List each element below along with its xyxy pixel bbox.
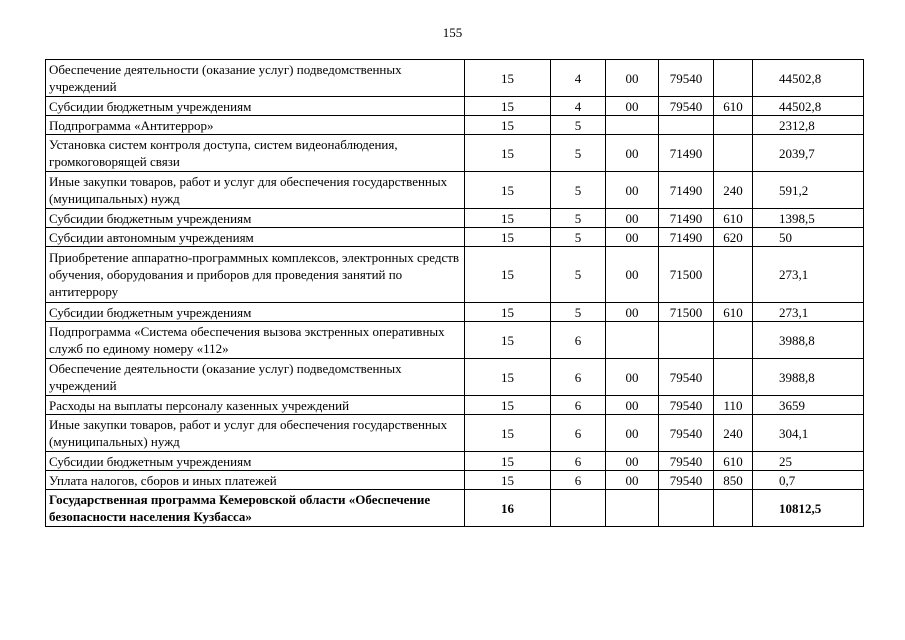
table-row-program-total xyxy=(46,490,864,527)
table-row xyxy=(46,396,864,415)
amount: 3988,8 xyxy=(753,359,864,396)
amount: 50 xyxy=(753,228,864,247)
expense-type-code: 620 xyxy=(714,228,753,247)
program-code: 16 xyxy=(465,490,551,527)
subprogram-code: 6 xyxy=(551,396,606,415)
amount: 0,7 xyxy=(753,471,864,490)
expense-description: Установка систем контроля доступа, систем видеонаблюдения, громкоговорящей связи xyxy=(46,135,465,172)
direction-code: 00 xyxy=(606,228,659,247)
expense-description: Приобретение аппаратно-программных комплексов, электронных средств обучения, оборудования и приборов для проведения занятий по антитеррору xyxy=(46,247,465,303)
program-code: 15 xyxy=(465,415,551,452)
program-code: 15 xyxy=(465,97,551,116)
expense-description: Субсидии бюджетным учреждениям xyxy=(46,209,465,228)
program-code: 15 xyxy=(465,135,551,172)
table-row xyxy=(46,471,864,490)
expense-description: Иные закупки товаров, работ и услуг для обеспечения государственных (муниципальных) нужд xyxy=(46,415,465,452)
expense-type-code: 610 xyxy=(714,97,753,116)
subprogram-code xyxy=(551,490,606,527)
program-code: 15 xyxy=(465,228,551,247)
expense-code: 79540 xyxy=(659,471,714,490)
expense-type-code: 610 xyxy=(714,303,753,322)
expense-type-code xyxy=(714,116,753,135)
direction-code: 00 xyxy=(606,247,659,303)
expense-type-code xyxy=(714,322,753,359)
direction-code: 00 xyxy=(606,172,659,209)
expense-description: Подпрограмма «Система обеспечения вызова экстренных оперативных служб по единому номеру «112» xyxy=(46,322,465,359)
expense-description: Расходы на выплаты персоналу казенных учреждений xyxy=(46,396,465,415)
direction-code: 00 xyxy=(606,396,659,415)
direction-code: 00 xyxy=(606,452,659,471)
expense-type-code xyxy=(714,135,753,172)
amount: 25 xyxy=(753,452,864,471)
subprogram-code: 5 xyxy=(551,172,606,209)
amount: 591,2 xyxy=(753,172,864,209)
expense-code: 71490 xyxy=(659,209,714,228)
table-row xyxy=(46,135,864,172)
subprogram-code: 5 xyxy=(551,209,606,228)
amount: 3659 xyxy=(753,396,864,415)
budget-table xyxy=(45,59,864,527)
amount: 2039,7 xyxy=(753,135,864,172)
table-row xyxy=(46,172,864,209)
program-code: 15 xyxy=(465,60,551,97)
amount: 10812,5 xyxy=(753,490,864,527)
expense-description: Субсидии бюджетным учреждениям xyxy=(46,303,465,322)
amount: 273,1 xyxy=(753,303,864,322)
direction-code: 00 xyxy=(606,209,659,228)
program-code: 15 xyxy=(465,172,551,209)
direction-code: 00 xyxy=(606,60,659,97)
subprogram-code: 5 xyxy=(551,116,606,135)
expense-code: 71490 xyxy=(659,135,714,172)
table-row xyxy=(46,228,864,247)
direction-code: 00 xyxy=(606,471,659,490)
direction-code: 00 xyxy=(606,97,659,116)
subprogram-code: 4 xyxy=(551,97,606,116)
program-code: 15 xyxy=(465,471,551,490)
expense-type-code xyxy=(714,247,753,303)
table-row xyxy=(46,97,864,116)
amount: 3988,8 xyxy=(753,322,864,359)
program-code: 15 xyxy=(465,303,551,322)
amount: 273,1 xyxy=(753,247,864,303)
subprogram-code: 6 xyxy=(551,359,606,396)
page-number: 155 xyxy=(442,25,463,40)
expense-description: Уплата налогов, сборов и иных платежей xyxy=(46,471,465,490)
program-code: 15 xyxy=(465,247,551,303)
program-code: 15 xyxy=(465,359,551,396)
expense-type-code xyxy=(714,60,753,97)
expense-type-code: 610 xyxy=(714,209,753,228)
expense-description: Обеспечение деятельности (оказание услуг) подведомственных учреждений xyxy=(46,60,465,97)
expense-description: Подпрограмма «Антитеррор» xyxy=(46,116,465,135)
expense-type-code: 850 xyxy=(714,471,753,490)
expense-code: 79540 xyxy=(659,60,714,97)
amount: 304,1 xyxy=(753,415,864,452)
table-row xyxy=(46,452,864,471)
expense-code: 71500 xyxy=(659,247,714,303)
program-code: 15 xyxy=(465,209,551,228)
expense-code xyxy=(659,322,714,359)
subprogram-code: 6 xyxy=(551,322,606,359)
expense-description: Субсидии автономным учреждениям xyxy=(46,228,465,247)
expense-type-code: 240 xyxy=(714,415,753,452)
expense-code: 79540 xyxy=(659,97,714,116)
subprogram-code: 6 xyxy=(551,415,606,452)
program-code: 15 xyxy=(465,452,551,471)
subprogram-code: 5 xyxy=(551,228,606,247)
expense-type-code xyxy=(714,490,753,527)
direction-code: 00 xyxy=(606,415,659,452)
expense-type-code xyxy=(714,359,753,396)
direction-code xyxy=(606,116,659,135)
subprogram-code: 6 xyxy=(551,452,606,471)
table-row xyxy=(46,60,864,97)
table-row xyxy=(46,247,864,303)
expense-code: 79540 xyxy=(659,452,714,471)
direction-code: 00 xyxy=(606,359,659,396)
expense-description: Государственная программа Кемеровской области «Обеспечение безопасности населения Кузбасса» xyxy=(46,490,465,527)
table-row xyxy=(46,359,864,396)
direction-code: 00 xyxy=(606,303,659,322)
table-row xyxy=(46,415,864,452)
subprogram-code: 6 xyxy=(551,471,606,490)
table-row xyxy=(46,322,864,359)
expense-code xyxy=(659,116,714,135)
expense-code xyxy=(659,490,714,527)
table-row xyxy=(46,116,864,135)
subprogram-code: 5 xyxy=(551,135,606,172)
expense-type-code: 610 xyxy=(714,452,753,471)
expense-type-code: 110 xyxy=(714,396,753,415)
subprogram-code: 5 xyxy=(551,247,606,303)
expense-description: Обеспечение деятельности (оказание услуг) подведомственных учреждений xyxy=(46,359,465,396)
amount: 44502,8 xyxy=(753,97,864,116)
amount: 2312,8 xyxy=(753,116,864,135)
table-row xyxy=(46,209,864,228)
amount: 44502,8 xyxy=(753,60,864,97)
expense-code: 71500 xyxy=(659,303,714,322)
program-code: 15 xyxy=(465,322,551,359)
subprogram-code: 5 xyxy=(551,303,606,322)
subprogram-code: 4 xyxy=(551,60,606,97)
table-row xyxy=(46,303,864,322)
expense-code: 79540 xyxy=(659,415,714,452)
expense-code: 79540 xyxy=(659,396,714,415)
direction-code xyxy=(606,490,659,527)
expense-code: 71490 xyxy=(659,228,714,247)
program-code: 15 xyxy=(465,116,551,135)
expense-code: 79540 xyxy=(659,359,714,396)
direction-code: 00 xyxy=(606,135,659,172)
amount: 1398,5 xyxy=(753,209,864,228)
expense-type-code: 240 xyxy=(714,172,753,209)
expense-description: Субсидии бюджетным учреждениям xyxy=(46,97,465,116)
program-code: 15 xyxy=(465,396,551,415)
expense-description: Иные закупки товаров, работ и услуг для обеспечения государственных (муниципальных) нужд xyxy=(46,172,465,209)
direction-code xyxy=(606,322,659,359)
expense-description: Субсидии бюджетным учреждениям xyxy=(46,452,465,471)
expense-code: 71490 xyxy=(659,172,714,209)
